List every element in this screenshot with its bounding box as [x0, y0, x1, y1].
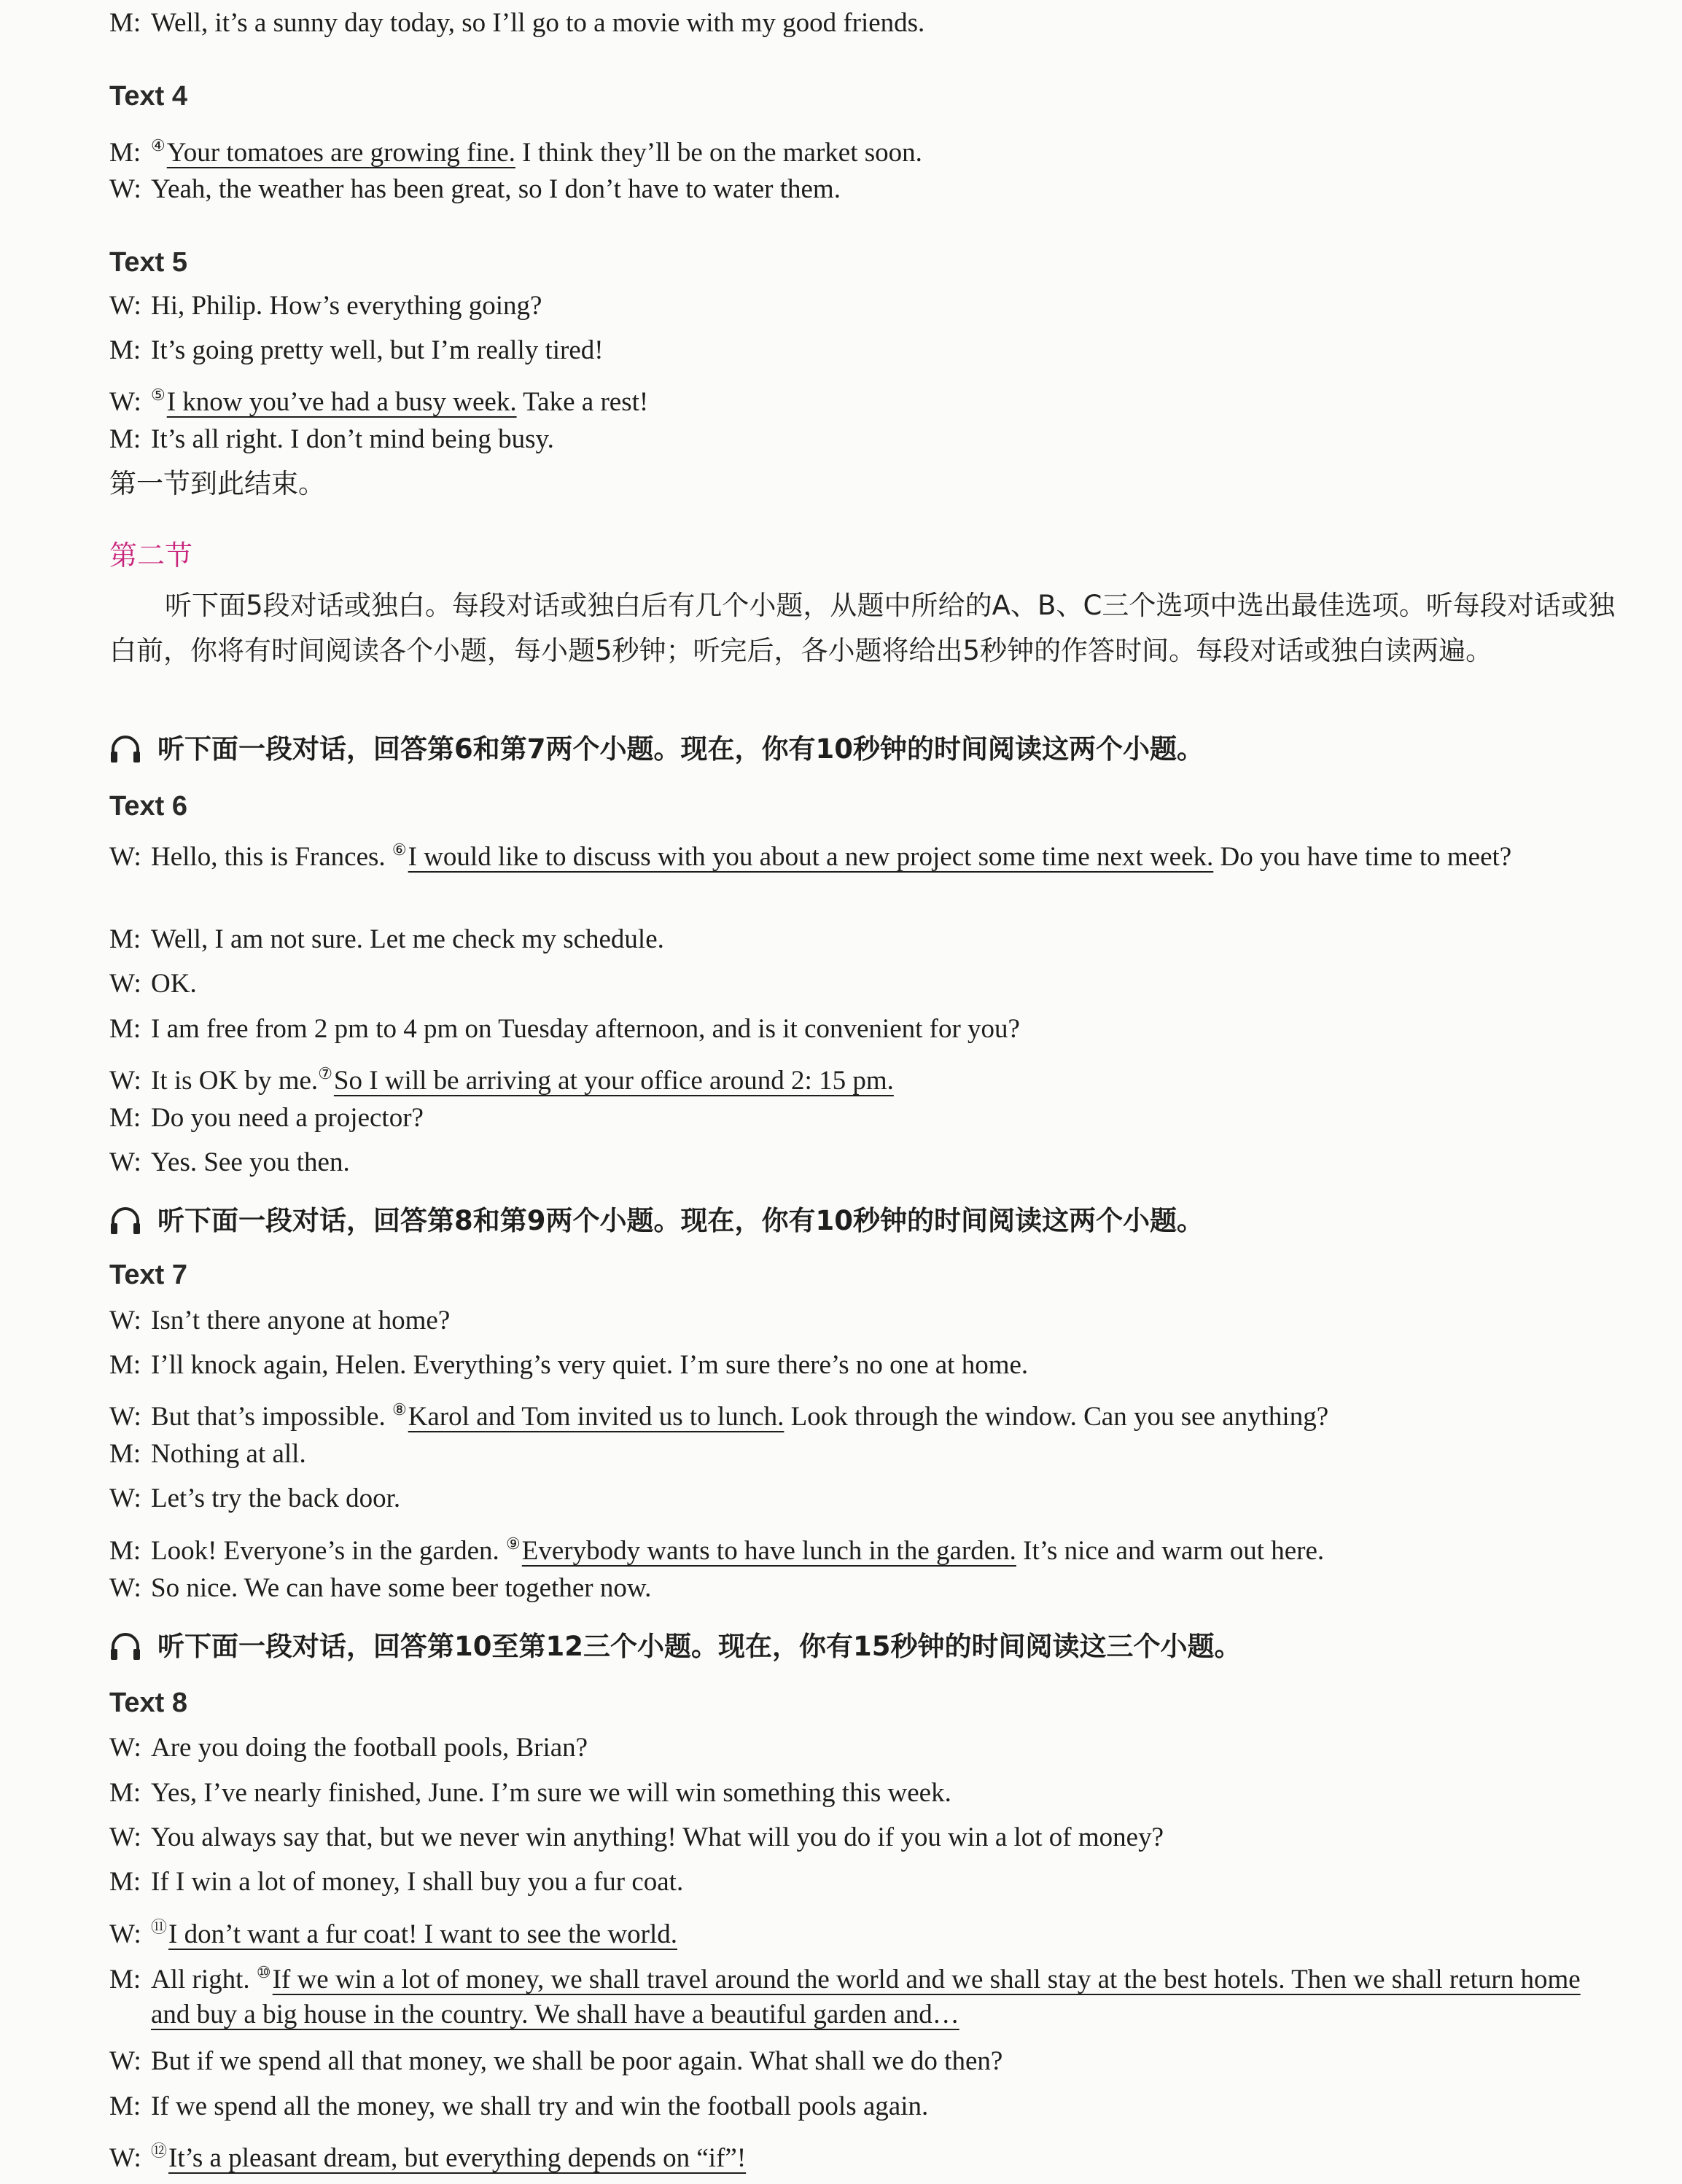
underlined-answer: Karol and Tom invited us to lunch.	[408, 1402, 784, 1432]
dialogue-line: W: ⑤I know you’ve had a busy week. Take a rest!	[109, 386, 649, 417]
listening-instruction: 听下面一段对话，回答第8和第9两个小题。现在，你有10秒钟的时间阅读这两个小题。	[109, 1204, 1615, 1239]
dialogue-line: W: ⑫It’s a pleasant dream, but everything depends on “if”!	[109, 2142, 747, 2173]
dialogue-line: W: Let’s try the back door.	[109, 1483, 401, 1513]
text-heading: Text 8	[109, 1688, 188, 1718]
dialogue-line: W: Yeah, the weather has been great, so I don’t have to water them.	[109, 174, 841, 204]
section-instructions: 听下面5段对话或独白。每段对话或独白后有几个小题，从题中所给的A、B、C三个选项中选出最佳选项。听每段对话或独白前，你将有时间阅读各个小题，每小题5秒钟；听完后，各小题将给出5秒钟的作答时间。每段对话或独白读两遍。	[109, 590, 1615, 666]
listening-instruction: 听下面一段对话，回答第10至第12三个小题。现在，你有15秒钟的时间阅读这三个小题。	[109, 1629, 1615, 1664]
dialogue-line: M: All right. ⑩If we win a lot of money, we shall travel around the world and we shall stay at the best hotels. Then we shall return home and buy a big house in the country. We shall have a beautiful garden and…	[109, 1963, 1581, 2029]
underlined-answer: It’s a pleasant dream, but everything depends on “if”!	[168, 2143, 747, 2173]
text-heading: Text 6	[109, 791, 188, 822]
dialogue-line: W: But if we spend all that money, we shall be poor again. What shall we do then?	[109, 2046, 1003, 2076]
marker-number: ⑤	[151, 386, 166, 404]
underlined-answer: Your tomatoes are growing fine.	[166, 138, 515, 168]
dialogue-line: M: Do you need a projector?	[109, 1103, 424, 1133]
section-end-note: 第一节到此结束。	[109, 468, 325, 499]
listening-instruction: 听下面一段对话，回答第6和第7两个小题。现在，你有10秒钟的时间阅读这两个小题。	[109, 732, 1615, 767]
dialogue-line: M: ④Your tomatoes are growing fine. I think they’ll be on the market soon.	[109, 136, 922, 168]
underlined-answer: I would like to discuss with you about a new project some time next week.	[408, 842, 1214, 872]
marker-number: ⑦	[318, 1064, 332, 1083]
dialogue-line: W: But that’s impossible. ⑧Karol and Tom invited us to lunch. Look through the window. Can you see anything?	[109, 1400, 1329, 1432]
marker-number: ⑩	[256, 1963, 271, 1981]
dialogue-line: M: I’ll knock again, Helen. Everything’s very quiet. I’m sure there’s no one at home.	[109, 1350, 1029, 1380]
dialogue-line: W: Isn’t there anyone at home?	[109, 1306, 451, 1335]
dialogue-line: M: If we spend all the money, we shall try and win the football pools again.	[109, 2091, 929, 2121]
dialogue-line: M: Well, it’s a sunny day today, so I’ll go to a movie with my good friends.	[109, 8, 925, 38]
line-text: Well, it’s a sunny day today, so I’ll go to a movie with my good friends.	[151, 8, 925, 38]
headphones-icon	[109, 1206, 141, 1236]
dialogue-line: M: Nothing at all.	[109, 1439, 306, 1469]
dialogue-line: M: Yes, I’ve nearly finished, June. I’m sure we will win something this week.	[109, 1778, 951, 1808]
marker-number: ⑥	[392, 841, 407, 859]
underlined-answer: If we win a lot of money, we shall travel around the world and we shall stay at the best hotels. Then we shall return home and buy a big house in the country. We shall have a beautiful garden and…	[151, 1965, 1581, 2029]
dialogue-line: W: ⑪I don’t want a fur coat! I want to see the world.	[109, 1918, 677, 1949]
underlined-answer: I know you’ve had a busy week.	[166, 387, 517, 417]
text-heading: Text 4	[109, 81, 188, 112]
dialogue-line: W: Hi, Philip. How’s everything going?	[109, 291, 542, 321]
text-heading: Text 5	[109, 247, 188, 278]
dialogue-line: M: If I win a lot of money, I shall buy you a fur coat.	[109, 1867, 684, 1897]
section-title: 第二节	[109, 539, 193, 572]
dialogue-line: M: Look! Everyone’s in the garden. ⑨Everybody wants to have lunch in the garden. It’s nice and warm out here.	[109, 1534, 1325, 1566]
marker-number: ⑨	[506, 1534, 521, 1553]
marker-number: ④	[151, 136, 166, 155]
dialogue-line: W: OK.	[109, 969, 197, 999]
underlined-answer: So I will be arriving at your office around 2: 15 pm.	[333, 1066, 894, 1096]
marker-number: ⑧	[392, 1400, 407, 1419]
dialogue-line: W: Hello, this is Frances. ⑥I would like to discuss with you about a new project some time next week. Do you have time to meet?	[109, 841, 1512, 872]
dialogue-line: W: Are you doing the football pools, Brian?	[109, 1733, 588, 1763]
dialogue-line: W: You always say that, but we never win anything! What will you do if you win a lot of money?	[109, 1822, 1164, 1852]
marker-number: ⑪	[151, 1918, 168, 1936]
text-heading: Text 7	[109, 1260, 188, 1290]
dialogue-line: W: So nice. We can have some beer together now.	[109, 1573, 652, 1603]
dialogue-line: M: I am free from 2 pm to 4 pm on Tuesday afternoon, and is it convenient for you?	[109, 1014, 1020, 1044]
dialogue-line: M: It’s all right. I don’t mind being busy.	[109, 424, 554, 454]
marker-number: ⑫	[151, 2142, 168, 2160]
headphones-icon	[109, 1632, 141, 1661]
dialogue-line: M: It’s going pretty well, but I’m really tired!	[109, 335, 604, 365]
headphones-icon	[109, 735, 141, 764]
dialogue-line: W: It is OK by me.⑦So I will be arriving at your office around 2: 15 pm.	[109, 1064, 894, 1096]
dialogue-line: W: Yes. See you then.	[109, 1147, 350, 1177]
dialogue-line: M: Well, I am not sure. Let me check my schedule.	[109, 924, 664, 954]
underlined-answer: Everybody wants to have lunch in the garden.	[521, 1536, 1016, 1566]
underlined-answer: I don’t want a fur coat! I want to see the world.	[168, 1919, 677, 1949]
